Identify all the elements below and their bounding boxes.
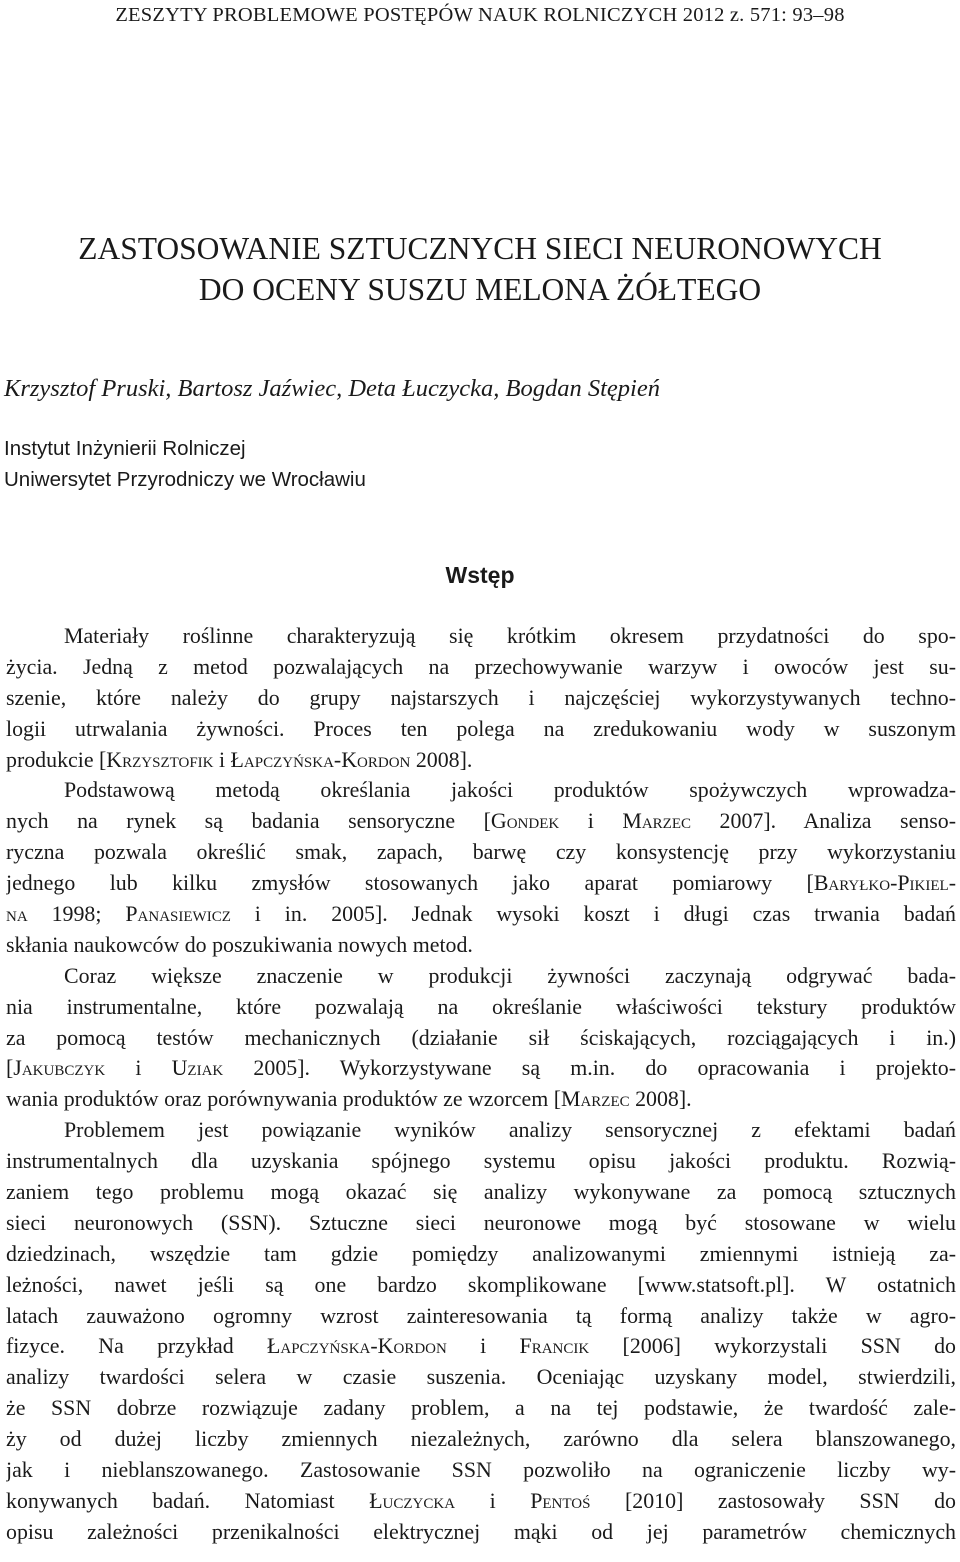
body-line xyxy=(6,652,956,683)
text-segment: konywanych badań. Natomiast xyxy=(6,1487,370,1513)
body-line xyxy=(6,1517,956,1548)
text-segment: ryczna pozwala określić smak, zapach, barwę czy konsystencję przy wykorzystaniu xyxy=(6,839,956,865)
citation-author: Baryłko-Pikiel- xyxy=(813,870,956,896)
article-title xyxy=(0,228,960,310)
text-segment: instrumentalnych dla uzyskania spójnego systemu opisu jakości produktu. Rozwią- xyxy=(6,1148,956,1174)
body-line xyxy=(6,1331,956,1362)
body-line xyxy=(6,899,956,930)
text-segment: 2007]. Analiza senso- xyxy=(691,808,956,834)
text-segment: [2010] zastosowały SSN do xyxy=(590,1487,956,1513)
text-segment: sieci neuronowych (SSN). Sztuczne sieci neuronowe mogą być stosowane w wielu xyxy=(6,1209,956,1235)
text-segment: leżności, nawet jeśli są one bardzo skomplikowane [www.statsoft.pl]. W ostatnich xyxy=(6,1271,956,1297)
text-segment: logii utrwalania żywności. Proces ten polega na zredukowaniu wody w suszonym xyxy=(6,715,956,741)
body-line xyxy=(6,806,956,837)
body-line xyxy=(6,1455,956,1486)
text-segment: życia. Jedną z metod pozwalających na przechowywanie warzyw i owoców jest su- xyxy=(6,653,956,679)
citation-author: Marzec xyxy=(560,1086,630,1112)
text-segment: i xyxy=(213,746,231,772)
citation-author: Jakubczyk xyxy=(13,1055,106,1081)
body-line xyxy=(6,1393,956,1424)
text-segment: nia instrumentalne, które pozwalają na określanie właściwości tekstury produktów xyxy=(6,993,956,1019)
text-segment: i in. 2005]. Jednak wysoki koszt i długi czas trwania badań xyxy=(230,901,956,927)
running-header: ZESZYTY PROBLEMOWE POSTĘPÓW NAUK ROLNICZYCH 2012 z. 571: 93–98 xyxy=(115,4,845,26)
text-segment: 2008]. xyxy=(629,1086,692,1112)
text-segment: Problemem jest powiązanie wyników analizy sensorycznej z efektami badań xyxy=(64,1117,956,1143)
citation-author: Łapczyńska-Kordon xyxy=(230,746,411,772)
citation-author: Uziak xyxy=(171,1055,224,1081)
body-line xyxy=(6,621,956,652)
text-segment: [ xyxy=(6,1055,14,1081)
title-line-1: ZASTOSOWANIE SZTUCZNYCH SIECI NEURONOWYCH xyxy=(78,231,882,266)
citation-author: Łapczyńska-Kordon xyxy=(267,1333,447,1359)
text-segment: analizy twardości selera w czasie suszenia. Oceniając uzyskany model, stwierdzili, xyxy=(6,1364,956,1390)
body-line xyxy=(6,683,956,714)
body-line xyxy=(6,1023,956,1054)
text-segment: fizyce. Na przykład xyxy=(6,1333,267,1359)
body-line xyxy=(6,1177,956,1208)
text-segment: Podstawową metodą określania jakości produktów spożywczych wprowadza- xyxy=(64,777,956,803)
body-line xyxy=(6,1270,956,1301)
affiliation-institute: Instytut Inżynierii Rolniczej xyxy=(4,437,246,460)
text-segment: 1998; xyxy=(27,901,126,927)
body-line xyxy=(6,1084,956,1115)
citation-author: Krzysztofik xyxy=(106,746,214,772)
text-segment: dziedzinach, wszędzie tam gdzie pomiędzy analizowanymi zmiennymi istnieją za- xyxy=(6,1240,956,1266)
affiliation xyxy=(4,433,954,495)
text-segment: i xyxy=(455,1487,531,1513)
text-segment: 2005]. Wykorzystywane są m.in. do opracowania i projekto- xyxy=(223,1055,956,1081)
text-segment: i xyxy=(559,808,623,834)
text-segment: że SSN dobrze rozwiązuje zadany problem, a na tej podstawie, że twardość zale- xyxy=(6,1395,956,1421)
text-segment: 2008]. xyxy=(410,746,473,772)
text-segment: nych na rynek są badania sensoryczne [ xyxy=(6,808,491,834)
citation-author: Łuczycka xyxy=(369,1487,456,1513)
citation-author: Pentoś xyxy=(530,1487,591,1513)
text-segment: i xyxy=(105,1055,172,1081)
citation-author: na xyxy=(6,901,28,927)
text-segment: Coraz większe znaczenie w produkcji żywności zaczynają odgrywać bada- xyxy=(64,962,956,988)
text-segment: i xyxy=(446,1333,520,1359)
text-segment: produkcie [ xyxy=(6,746,107,772)
text-segment: latach zauważono ogromny wzrost zainteresowania tą formą analizy także w agro- xyxy=(6,1302,956,1328)
body-line xyxy=(6,745,956,776)
body-text xyxy=(6,621,956,1548)
body-line xyxy=(6,1115,956,1146)
body-line xyxy=(6,1362,956,1393)
text-segment: ży od dużej liczby zmiennych niezależnych, zarówno dla selera blanszowanego, xyxy=(6,1426,956,1452)
text-segment: jak i nieblanszowanego. Zastosowanie SSN pozwoliło na ograniczenie liczby wy- xyxy=(6,1457,956,1483)
citation-author: Francik xyxy=(519,1333,590,1359)
body-line xyxy=(6,775,956,806)
body-line xyxy=(6,714,956,745)
body-line xyxy=(6,868,956,899)
body-line xyxy=(6,1424,956,1455)
text-segment: skłania naukowców do poszukiwania nowych metod. xyxy=(6,931,473,957)
title-line-2: DO OCENY SUSZU MELONA ŻÓŁTEGO xyxy=(198,272,762,307)
text-segment: Materiały roślinne charakteryzują się krótkim okresem przydatności do spo- xyxy=(64,623,956,648)
authors: Krzysztof Pruski, Bartosz Jaźwiec, Deta Łuczycka, Bogdan Stępień xyxy=(4,375,660,402)
body-line xyxy=(6,992,956,1023)
body-line xyxy=(6,1486,956,1517)
text-segment: za pomocą testów mechanicznych (działanie sił ściskających, rozciągających i in.) xyxy=(6,1024,956,1050)
text-segment: szenie, które należy do grupy najstarszych i najczęściej wykorzystywanych techno- xyxy=(6,684,956,710)
body-line xyxy=(6,961,956,992)
body-line xyxy=(6,1301,956,1332)
text-segment: zaniem tego problemu mogą okazać się analizy wykonywane za pomocą sztucznych xyxy=(6,1179,956,1205)
body-line xyxy=(6,1208,956,1239)
body-line xyxy=(6,1146,956,1177)
body-line xyxy=(6,837,956,868)
body-line xyxy=(6,1053,956,1084)
citation-author: Panasiewicz xyxy=(125,901,231,927)
citation-author: Marzec xyxy=(622,808,692,834)
affiliation-university: Uniwersytet Przyrodniczy we Wrocławiu xyxy=(4,468,366,491)
text-segment: jednego lub kilku zmysłów stosowanych jako aparat pomiarowy [ xyxy=(6,870,814,896)
text-segment: wania produktów oraz porównywania produktów ze wzorcem [ xyxy=(6,1086,561,1112)
body-line xyxy=(6,1239,956,1270)
citation-author: Gondek xyxy=(490,808,560,834)
text-segment: [2006] wykorzystali SSN do xyxy=(589,1333,956,1359)
body-line xyxy=(6,930,956,961)
section-heading: Wstęp xyxy=(445,562,515,588)
text-segment: opisu zależności przenikalności elektrycznej mąki od jej parametrów chemicznych xyxy=(6,1518,956,1544)
